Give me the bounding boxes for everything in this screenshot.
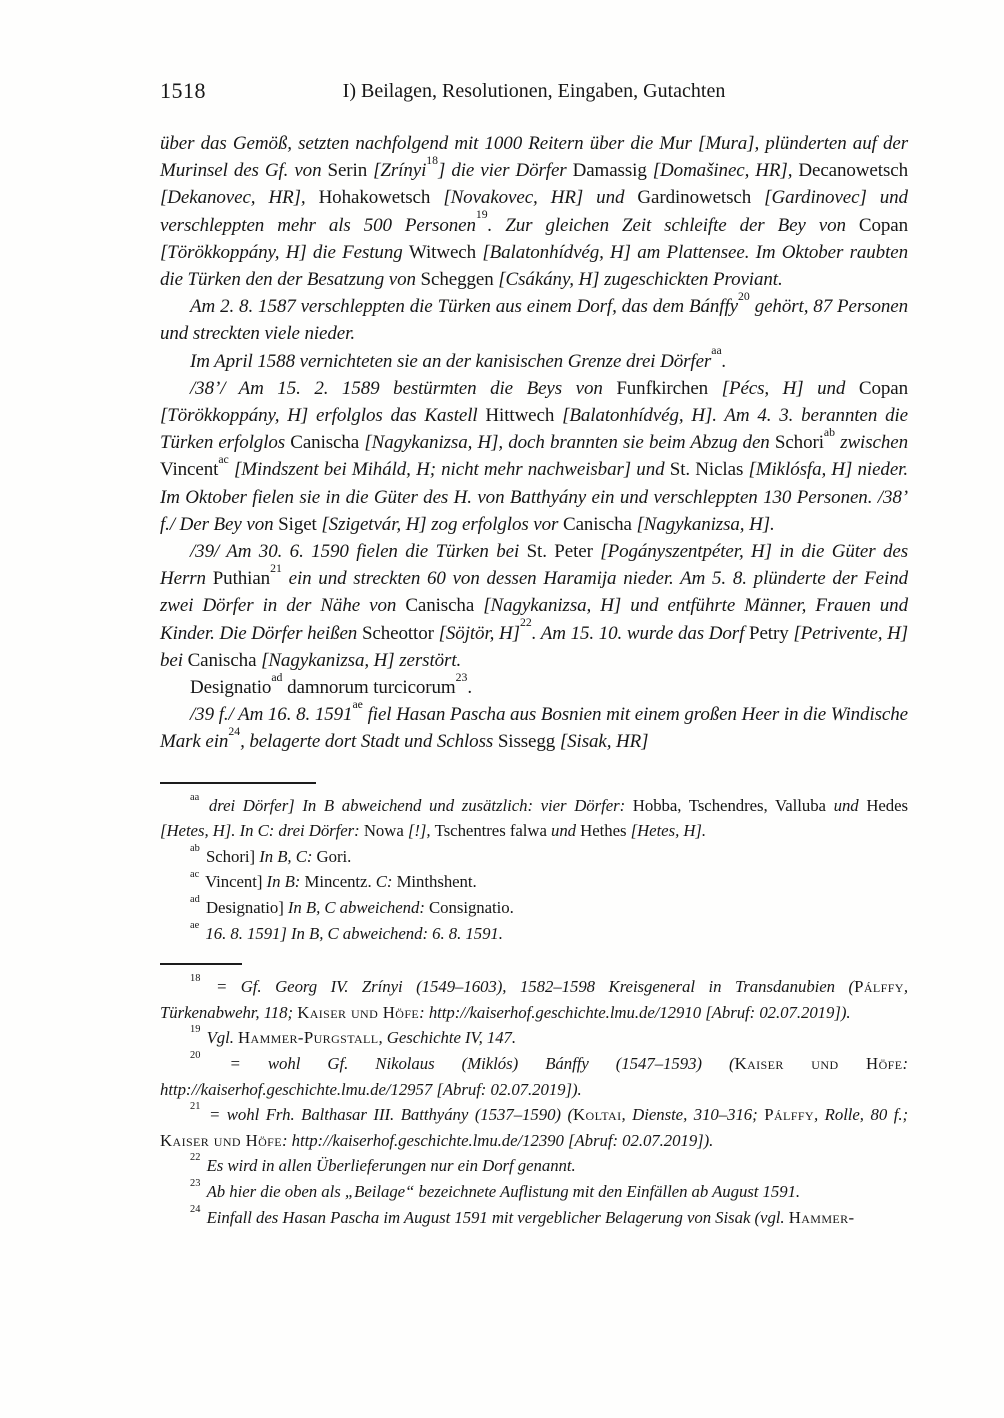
- superscript-ref: 20: [738, 289, 750, 303]
- text-run: /38’/ Am 15. 2. 1589 bestürmten die Beys von: [190, 377, 617, 399]
- text-run: Kaiser und Höfe: [160, 1130, 282, 1150]
- apparatus-note: [160, 895, 908, 921]
- text-run: = wohl Gf. Nikolaus (Miklós) Bánffy (1547–1593) (: [229, 1054, 735, 1074]
- footnote: [160, 1025, 908, 1051]
- text-run: Siget: [278, 513, 322, 535]
- text-run: .: [721, 350, 727, 372]
- text-run: Vincent: [160, 459, 219, 481]
- body-paragraph: [160, 289, 908, 347]
- footnote-marker: 18: [190, 973, 201, 985]
- footnote: [160, 1179, 908, 1205]
- text-run: Scheggen: [420, 269, 499, 291]
- body-paragraph: [160, 670, 908, 701]
- text-run: Canischa: [405, 595, 484, 617]
- text-run: C:: [375, 872, 397, 892]
- text-run: [Gardinovec] und verschleppten mehr als 500 Personen: [160, 187, 908, 236]
- text-run: [Nagykanizsa, H] und entführte Männer, Frauen und Kinder. Die Dörfer heißen: [160, 595, 908, 644]
- text-run: [Söjtör, H]: [438, 622, 520, 644]
- text-run: [Nagykanizsa, H] zerstört.: [261, 649, 462, 671]
- footnote: [160, 1102, 908, 1153]
- text-run: Schori]: [205, 846, 260, 866]
- footnote: [160, 1153, 908, 1179]
- text-run: Gardinowetsch: [637, 187, 765, 209]
- text-run: St. Peter: [526, 541, 601, 563]
- text-run: Koltai: [573, 1105, 622, 1125]
- footnote-marker: ae: [190, 919, 200, 931]
- text-run: : http://kaiserhof.geschichte.lmu.de/12910 [Abruf: 02.07.2019]).: [419, 1002, 851, 1022]
- text-run: Canischa: [290, 432, 365, 454]
- text-run: [Balatonhídvég, H]. Am 4. 3. berannten die Türken erfolglos: [160, 405, 909, 454]
- text-run: Im April 1588 vernichteten sie an der kanisischen Grenze drei Dörfer: [190, 350, 712, 372]
- text-run: Kaiser und Höfe: [734, 1054, 903, 1074]
- text-run: [Nagykanizsa, H].: [636, 513, 775, 535]
- text-run: Es wird in allen Überlieferungen nur ein Dorf genannt.: [206, 1156, 576, 1176]
- superscript-ref: ac: [218, 453, 229, 467]
- text-run: Damassig: [572, 160, 653, 182]
- text-run: gehört, 87 Personen und streckten viele nieder.: [160, 296, 908, 345]
- text-run: [Nagykanizsa, H], doch brannten sie beim Abzug den: [364, 432, 775, 454]
- text-run: Pálffy: [854, 977, 904, 997]
- footnote-marker: 21: [190, 1101, 201, 1113]
- text-run: Hammer-Purgstall: [238, 1028, 379, 1048]
- superscript-ref: ad: [271, 670, 283, 684]
- text-run: und: [833, 795, 867, 815]
- text-run: [Pogányszentpéter, H] in die Güter des Herrn: [160, 541, 909, 590]
- text-run: drei Dörfer] In B abweichend und zusätzlich: vier Dörfer:: [208, 795, 633, 815]
- text-run: und: [551, 821, 581, 841]
- footnote: [160, 974, 908, 1025]
- text-run: , Dienste, 310–316;: [621, 1105, 765, 1125]
- text-run: [Pécs, H] und: [721, 377, 859, 399]
- text-run: ] die vier Dörfer: [438, 160, 573, 182]
- text-run: [Novakovec, HR] und: [443, 187, 638, 209]
- text-run: Designatio: [190, 677, 272, 699]
- text-run: Einfall des Hasan Pascha im August 1591 mit vergeblicher Belagerung von Sisak (vgl.: [206, 1207, 789, 1227]
- text-run: Sissegg: [497, 731, 560, 753]
- text-run: = Gf. Georg IV. Zrínyi (1549–1603), 1582–1598 Kreisgeneral in Transdanubien (: [215, 977, 855, 997]
- text-run: Funfkirchen: [616, 377, 722, 399]
- superscript-ref: 21: [270, 561, 282, 575]
- text-run: , Geschichte IV, 147.: [378, 1028, 517, 1048]
- text-run: ein und streckten 60 von dessen Haramija nieder. Am 5. 8. plünderte der Feind zwei Dörfer in der Nähe von: [160, 568, 908, 617]
- text-run: , Türkenabwehr, 118;: [160, 977, 908, 1022]
- text-run: Copan: [858, 377, 908, 399]
- body-paragraph: [160, 344, 908, 375]
- apparatus-note: [160, 921, 908, 947]
- text-run: [Mindszent bei Miháld, H; nicht mehr nachweisbar] und: [228, 459, 670, 481]
- page-number: 1518: [160, 78, 206, 103]
- text-run: Tschentres falwa: [434, 821, 551, 841]
- text-run: damnorum turcicorum: [282, 677, 456, 699]
- superscript-ref: 18: [426, 153, 439, 167]
- text-run: Canischa: [563, 513, 637, 535]
- text-run: Scheottor: [361, 622, 439, 644]
- superscript-ref: 24: [228, 725, 241, 739]
- text-run: , belagerte dort Stadt und Schloss: [240, 731, 498, 753]
- superscript-ref: ae: [352, 698, 363, 711]
- text-run: /39/ Am 30. 6. 1590 fielen die Türken bei: [190, 541, 527, 563]
- apparatus-note: [160, 869, 908, 895]
- text-run: . Am 15. 10. wurde das Dorf: [531, 622, 749, 644]
- text-run: St. Niclas: [669, 459, 749, 481]
- text-run: [Szigetvár, H] zog erfolglos vor: [321, 513, 563, 535]
- running-title: I) Beilagen, Resolutionen, Eingaben, Gutachten: [342, 80, 726, 102]
- body-paragraph: [160, 130, 908, 293]
- text-run: Consignatio.: [429, 898, 514, 918]
- text-run: [Csákány, H] zugeschickten Proviant.: [498, 269, 783, 291]
- text-run: Serin: [327, 160, 374, 182]
- text-run: Schori: [774, 432, 824, 454]
- footnote: [160, 1051, 908, 1102]
- text-run: [Zrínyi: [373, 160, 427, 182]
- body-paragraph: [160, 698, 908, 755]
- text-run: Pálffy: [764, 1105, 814, 1125]
- superscript-ref: 22: [519, 616, 532, 630]
- text-run: Nowa: [363, 821, 408, 841]
- text-run: Vincent]: [205, 872, 267, 892]
- text-run: Decanowetsch: [798, 160, 908, 182]
- footnote: [160, 1205, 908, 1231]
- text-run: . Zur gleichen Zeit schleifte der Bey von: [487, 214, 859, 236]
- footnote-marker: ab: [190, 842, 200, 854]
- footnote-marker: ad: [190, 894, 200, 906]
- superscript-ref: aa: [711, 344, 722, 358]
- text-run: Hethes: [580, 821, 631, 841]
- text-run: Mincentz.: [304, 872, 376, 892]
- apparatus-note: [160, 793, 908, 844]
- apparatus-notes-block: [160, 793, 908, 947]
- text-run: [Hetes, H]. In C: drei Dörfer:: [160, 821, 364, 841]
- text-run: Hittwech: [485, 405, 563, 427]
- text-run: Witwech: [408, 241, 483, 263]
- body-paragraph: [160, 375, 908, 538]
- text-run: [Dekanovec, HR],: [160, 187, 319, 209]
- footnote-marker: ac: [190, 868, 200, 880]
- apparatus-separator-rule: [160, 782, 316, 784]
- text-run: [Hetes, H].: [630, 821, 707, 841]
- footnote-marker: 23: [190, 1178, 201, 1190]
- text-run: [!],: [407, 821, 435, 841]
- body-paragraph: [160, 538, 908, 674]
- text-run: : http://kaiserhof.geschichte.lmu.de/12390 [Abruf: 02.07.2019]).: [281, 1130, 714, 1150]
- text-run: = wohl Frh. Balthasar III. Batthyány (1537–1590) (: [208, 1105, 574, 1125]
- text-run: Am 2. 8. 1587 verschleppten die Türken aus einem Dorf, das dem Bánffy: [190, 296, 738, 318]
- superscript-ref: 19: [475, 208, 488, 222]
- footnote-marker: 22: [190, 1152, 201, 1164]
- text-run: Petry: [749, 622, 794, 644]
- text-run: [Törökkoppány, H] die Festung: [160, 241, 409, 263]
- text-run: [Törökkoppány, H] erfolglos das Kastell: [160, 405, 486, 427]
- main-text-block: [160, 130, 908, 756]
- footnotes-block: [160, 974, 908, 1230]
- text-run: Ab hier die oben als „Beilage“ bezeichnete Auflistung mit den Einfällen ab August 1591.: [206, 1181, 801, 1201]
- text-run: [Domašinec, HR],: [652, 160, 799, 182]
- text-run: In B, C:: [259, 846, 317, 866]
- text-run: .: [467, 677, 473, 699]
- text-run: In B:: [266, 872, 305, 892]
- text-run: Minthshent.: [396, 872, 477, 892]
- text-run: , Rolle, 80 f.;: [813, 1105, 908, 1125]
- superscript-ref: ab: [823, 425, 835, 439]
- text-run: fiel Hasan Pascha aus Bosnien mit einem großen Heer in die Windische Mark ein: [160, 704, 908, 753]
- footnote-marker: 19: [190, 1024, 201, 1036]
- text-run: Gori.: [316, 846, 352, 866]
- text-run: [Miklósfa, H] nieder. Im Oktober fielen sie in die Güter des H. von Batthyány ein und verschleppten 130 Personen. /38’ f./ Der Bey von: [160, 459, 908, 535]
- footnote-marker: 20: [190, 1050, 201, 1062]
- text-run: Hammer-: [788, 1207, 855, 1227]
- apparatus-note: [160, 844, 908, 870]
- text-run: [Balatonhídvég, H] am Plattensee. Im Oktober raubten die Türken den der Besatzung von: [160, 241, 908, 291]
- text-run: Canischa: [187, 649, 262, 671]
- text-run: In B, C abweichend:: [287, 898, 430, 918]
- text-run: Hohakowetsch: [318, 187, 444, 209]
- text-run: Copan: [858, 214, 909, 236]
- footnote-marker: 24: [190, 1203, 201, 1215]
- text-run: [Petrivente, H] bei: [160, 622, 908, 671]
- text-run: [Sisak, HR]: [559, 731, 649, 753]
- text-run: /39 f./ Am 16. 8. 1591: [190, 704, 353, 726]
- text-run: über das Gemöß, setzten nachfolgend mit 1000 Reitern über die Mur [Mura], plünderten auf der Murinsel des Gf. von: [160, 133, 908, 182]
- superscript-ref: 23: [455, 670, 468, 684]
- text-run: Puthian: [212, 568, 271, 590]
- text-run: 16. 8. 1591] In B, C abweichend: 6. 8. 1591.: [205, 923, 503, 943]
- text-run: Hedes: [866, 795, 908, 815]
- page-header: [160, 78, 908, 108]
- text-run: Designatio]: [205, 898, 288, 918]
- text-run: Vgl.: [206, 1028, 239, 1048]
- text-run: : http://kaiserhof.geschichte.lmu.de/12957 [Abruf: 02.07.2019]).: [160, 1054, 908, 1099]
- text-run: zwischen: [835, 432, 909, 454]
- text-run: Kaiser und Höfe: [297, 1002, 420, 1022]
- text-run: Hobba, Tschendres, Valluba: [632, 795, 834, 815]
- footnote-marker: aa: [190, 791, 200, 803]
- footnote-separator-rule: [160, 963, 242, 965]
